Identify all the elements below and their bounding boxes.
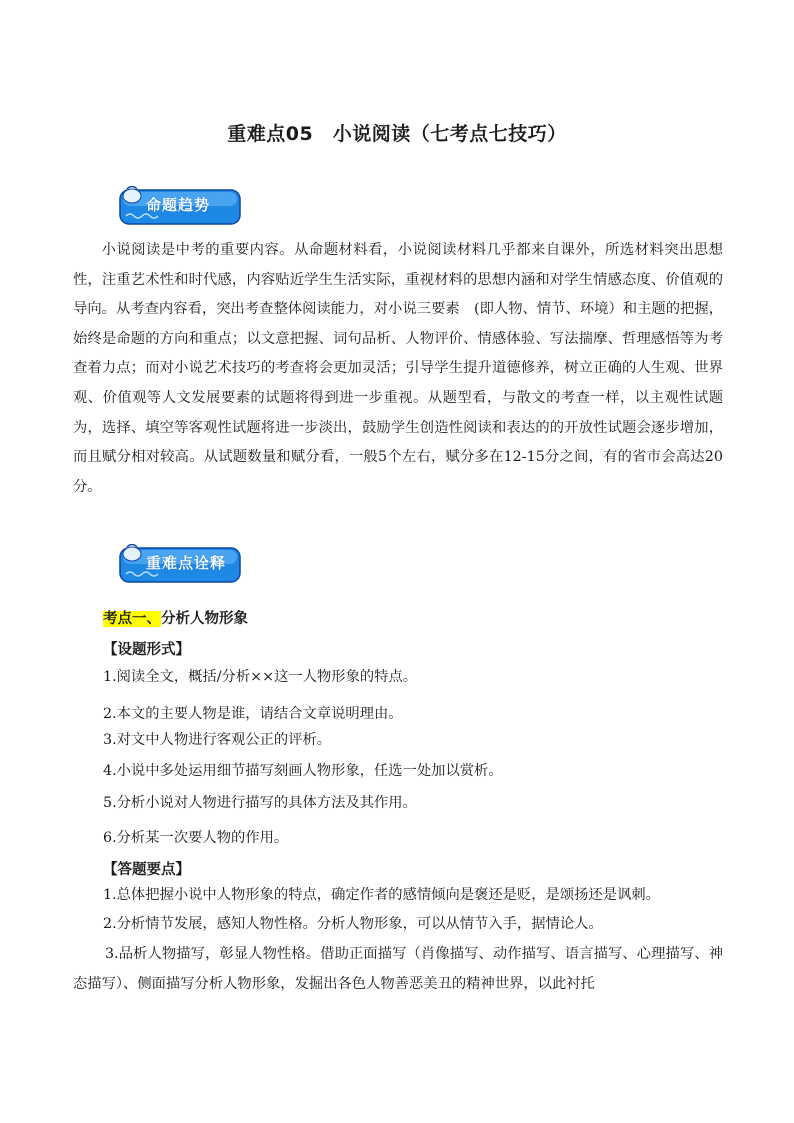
answer-item: 1.总体把握小说中人物形象的特点，确定作者的感情倾向是褒还是贬，是颂扬还是讽刺。 bbox=[103, 887, 660, 903]
form-item: 4.小说中多处运用细节描写刻画人物形象，任选一处加以赏析。 bbox=[103, 763, 503, 779]
form-heading: 【设题形式】 bbox=[103, 642, 190, 658]
form-item: 5.分析小说对人物进行描写的具体方法及其作用。 bbox=[103, 795, 417, 811]
intro-paragraph: 小说阅读是中考的重要内容。从命题材料看，小说阅读材料几乎都来自课外，所选材料突出思想性，注重艺术性和时代感，内容贴近学生生活实际，重视材料的思想内涵和对学生情感态度、价值观的导向。从考查内容看，突出考查整体阅读能力，对小说三要素 (即人物、情节、环境）和主题的把握，始终是命题的方向和重点；以文意把握、词句品析、人物评价、情感体验、写法揣摩、哲理感悟等为考查着力点；而对小说艺术技巧的考查将会更加灵活；引导学生提升道德修养，树立正确的人生观、世界观、价值观等人文发展要素的试题将得到进一步重视。从题型看，与散文的考查一样，以主观性试题为，选择、填空等客观性试题将进一步淡出，鼓励学生创造性阅读和表达的的开放性试题会逐步增加，而且赋分相对较高。从试题数量和赋分看，一般5个左右，赋分多在12-15分之间，有的省市会高达20分。 bbox=[73, 242, 723, 495]
form-item: 1.阅读全文，概括/分析××这一人物形象的特点。 bbox=[103, 669, 418, 685]
form-item: 2.本文的主要人物是谁，请结合文章说明理由。 bbox=[103, 706, 403, 722]
trend-banner bbox=[118, 186, 242, 226]
page-title: 重难点05 小说阅读（七考点七技巧） bbox=[227, 123, 567, 145]
answer-item: 2.分析情节发展，感知人物性格。分析人物形象，可以从情节入手，据情论人。 bbox=[103, 916, 603, 932]
form-item: 3.对文中人物进行客观公正的评析。 bbox=[103, 732, 332, 748]
section-title: 分析人物形象 bbox=[161, 611, 248, 627]
trend-banner-label: 命题趋势 bbox=[146, 196, 211, 214]
explain-banner-label: 重难点诠释 bbox=[146, 554, 227, 572]
section-label-highlight: 考点一、 bbox=[103, 611, 161, 627]
answer-item-wrapped: 3.品析人物描写，彰显人物性格。借助正面描写（肖像描写、动作描写、语言描写、心理描写、神态描写）、侧面描写分析人物形象，发掘出各色人物善恶美丑的精神世界，以此衬托 bbox=[73, 946, 723, 992]
explain-banner bbox=[118, 544, 242, 584]
section-heading bbox=[103, 607, 248, 628]
form-item: 6.分析某一次要人物的作用。 bbox=[103, 830, 289, 846]
answer-heading: 【答题要点】 bbox=[103, 862, 190, 878]
